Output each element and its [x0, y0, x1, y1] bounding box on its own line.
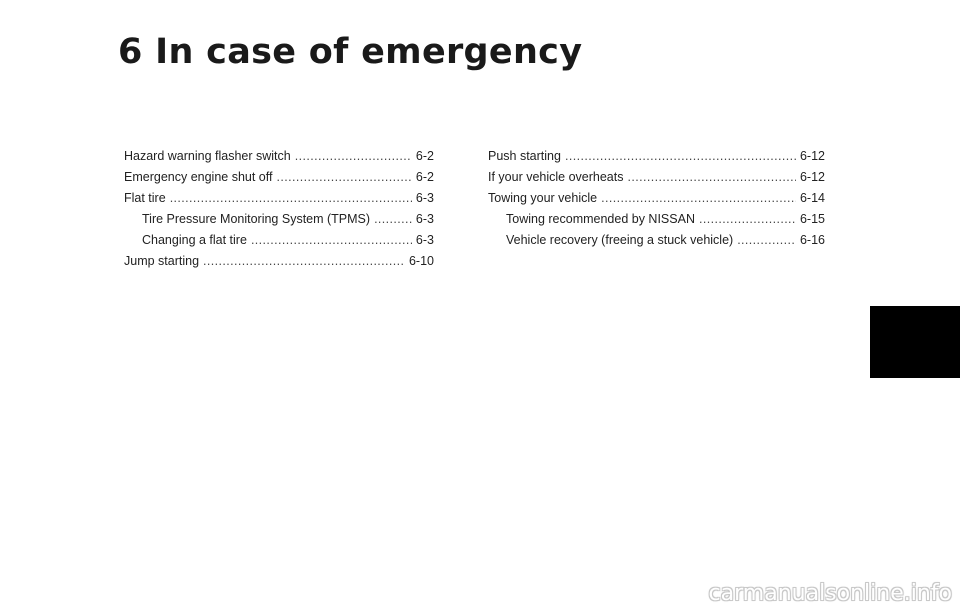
chapter-thumb-tab: [870, 306, 960, 378]
watermark: carmanualsonline.info: [708, 581, 952, 606]
toc-entry-emergency-shutoff[interactable]: [124, 167, 434, 188]
toc-entry-label: Tire Pressure Monitoring System (TPMS): [142, 212, 371, 226]
toc-entry-flat-tire[interactable]: [124, 188, 434, 209]
toc-leader-dots: [203, 251, 405, 272]
toc-left-column: [124, 146, 434, 272]
toc-leader-dots: [276, 167, 411, 188]
toc-entry-page: 6-3: [415, 233, 434, 247]
toc-leader-dots: [295, 146, 412, 167]
toc-entry-changing-flat-tire[interactable]: [124, 230, 434, 251]
toc-leader-dots: [251, 230, 412, 251]
toc-entry-tpms[interactable]: [124, 209, 434, 230]
toc-entry-towing-recommended[interactable]: [488, 209, 825, 230]
toc-entry-label: Emergency engine shut off: [124, 170, 273, 184]
toc-leader-dots: [737, 230, 796, 251]
toc-entry-page: 6-2: [415, 149, 434, 163]
toc-entry-page: 6-3: [415, 191, 434, 205]
toc-entry-vehicle-recovery[interactable]: [488, 230, 825, 251]
toc-leader-dots: [601, 188, 796, 209]
toc-right-column: [488, 146, 825, 251]
toc-entry-towing[interactable]: [488, 188, 825, 209]
toc-leader-dots: [565, 146, 796, 167]
toc-entry-label: Vehicle recovery (freeing a stuck vehicle): [506, 233, 734, 247]
toc-entry-push-starting[interactable]: [488, 146, 825, 167]
toc-entry-hazard-warning[interactable]: [124, 146, 434, 167]
toc-entry-page: 6-3: [415, 212, 434, 226]
toc-entry-label: Hazard warning flasher switch: [124, 149, 291, 163]
toc-entry-page: 6-10: [408, 254, 434, 268]
toc-leader-dots: [170, 188, 412, 209]
toc-entry-page: 6-12: [799, 149, 825, 163]
toc-entry-label: Towing your vehicle: [488, 191, 598, 205]
toc-entry-page: 6-14: [799, 191, 825, 205]
toc-leader-dots: [374, 209, 412, 230]
toc-entry-label: Towing recommended by NISSAN: [506, 212, 695, 226]
toc-entry-label: Push starting: [488, 149, 561, 163]
toc-entry-page: 6-2: [415, 170, 434, 184]
toc-entry-overheats[interactable]: [488, 167, 825, 188]
toc-entry-page: 6-16: [799, 233, 825, 247]
toc-entry-page: 6-12: [799, 170, 825, 184]
toc-entry-page: 6-15: [799, 212, 825, 226]
toc-entry-label: If your vehicle overheats: [488, 170, 624, 184]
chapter-title: 6 In case of emergency: [118, 32, 583, 72]
toc-entry-label: Changing a flat tire: [142, 233, 247, 247]
toc-leader-dots: [699, 209, 796, 230]
toc-leader-dots: [628, 167, 796, 188]
toc-entry-jump-starting[interactable]: [124, 251, 434, 272]
toc-entry-label: Jump starting: [124, 254, 200, 268]
toc-entry-label: Flat tire: [124, 191, 166, 205]
